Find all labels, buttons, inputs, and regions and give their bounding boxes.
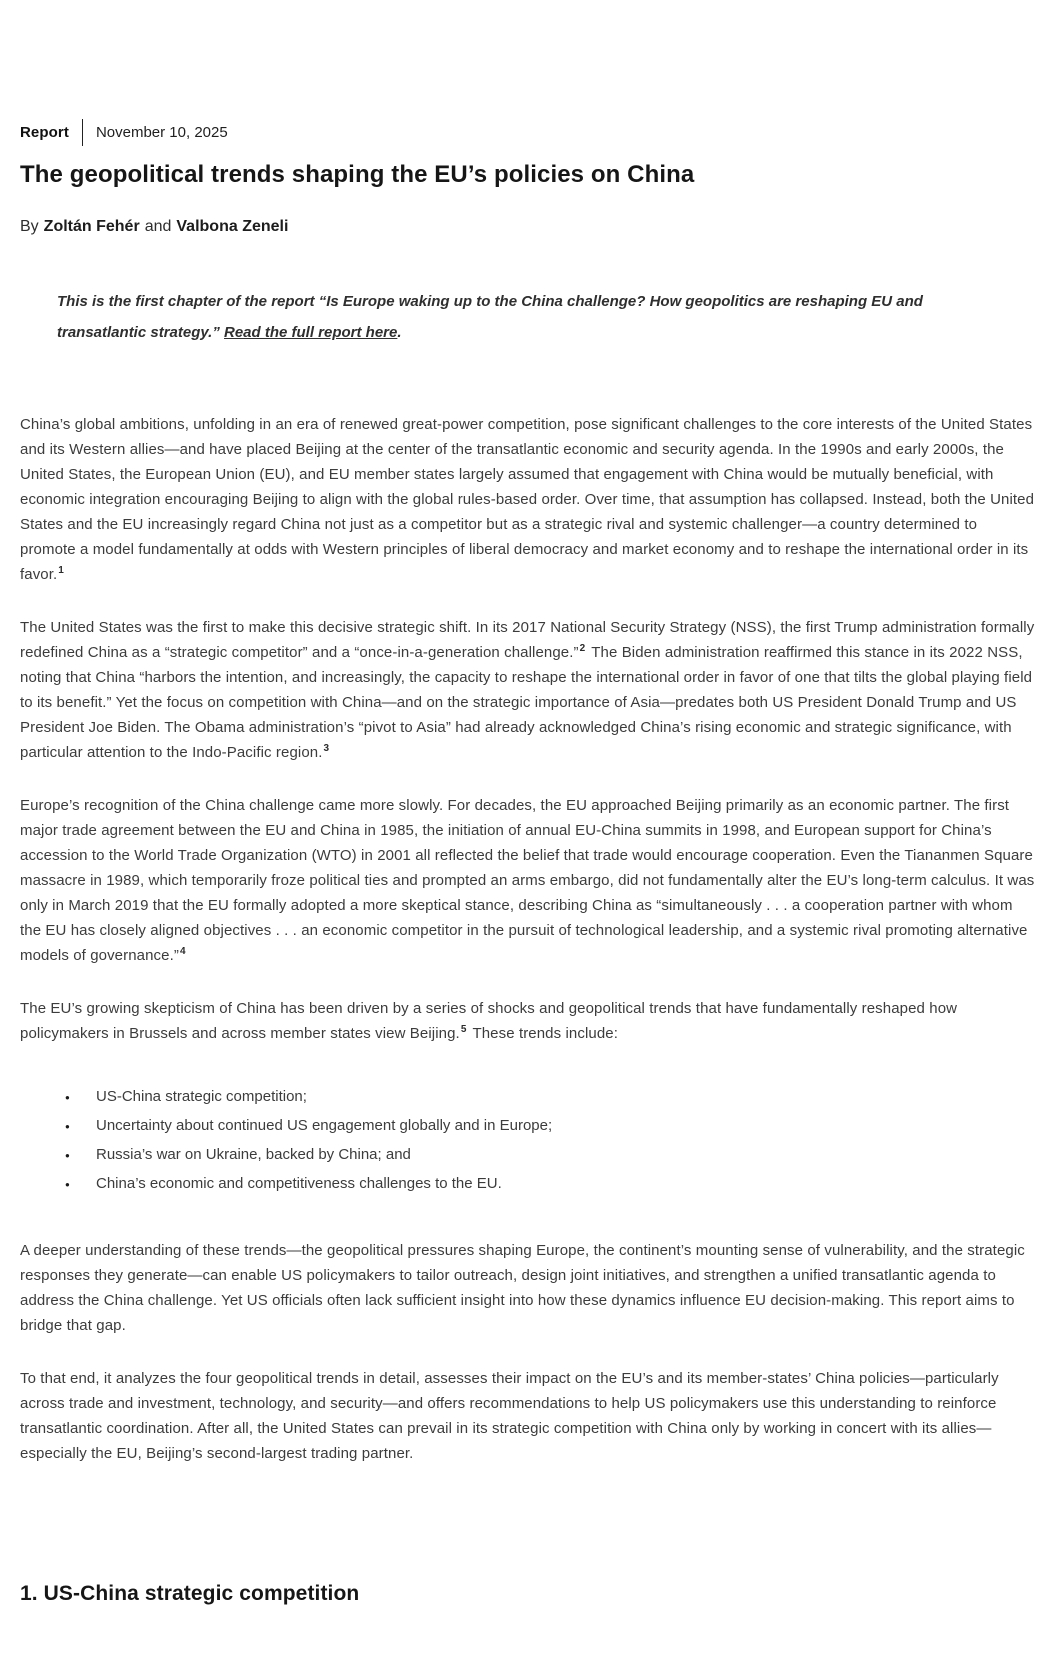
report-kicker: Report (20, 124, 69, 141)
trends-list (65, 1084, 1036, 1196)
paragraph-text: The Biden administration reaffirmed this stance in its 2022 NSS, noting that China “harbors the intention, and increasingly, the capacity to reshape the international order in favor of one that tilts the global playing field to its benefit.” Yet the focus on competition with China—and on the strategic importance of Asia—predates both US President Donald Trump and US President Joe Biden. The Obama administration’s “pivot to Asia” had already acknowledged China’s rising economic and strategic significance, with particular attention to the Indo-Pacific region. (20, 644, 1033, 761)
paragraph-text: The United States was the first to make this decisive strategic shift. In its 2017 National Security Strategy (NSS), the first Trump administration formally redefined China as a “strategic competitor” and a “once-in-a-generation challenge.” (20, 619, 1035, 661)
byline (20, 218, 1036, 236)
full-report-link[interactable]: Read the full report here (224, 324, 398, 341)
intro-note (20, 286, 940, 348)
paragraph (20, 996, 1036, 1046)
paragraph-text: China’s global ambitions, unfolding in an era of renewed great-power competition, pose significant challenges to the core interests of the United States and its Western allies—and have placed Beijing at the center of the transatlantic economic and security agenda. In the 1990s and early 2000s, the United States, the European Union (EU), and EU member states largely assumed that engagement with China would be mutually beneficial, with economic integration encouraging Beijing to align with the global rules-based order. Over time, that assumption has collapsed. Instead, both the United States and the EU increasingly regard China not just as a competitor but as a strategic rival and systemic challenger—a country determined to promote a model fundamentally at odds with Western principles of liberal democracy and market economy and to reshape the international order in its favor. (20, 416, 1035, 583)
footnote-ref[interactable]: 4 (179, 946, 186, 957)
author-link-zoltan-feher[interactable]: Zoltán Fehér (43, 218, 140, 235)
footnote-ref[interactable]: 3 (323, 743, 330, 754)
intro-text: This is the first chapter of the report “Is Europe waking up to the China challenge? How geopolitics are reshaping EU and transatlantic strategy.” (57, 293, 923, 341)
paragraph-text: Europe’s recognition of the China challenge came more slowly. For decades, the EU approached Beijing primarily as an economic partner. The first major trade agreement between the EU and China in 1985, the initiation of annual EU-China summits in 1998, and European support for China’s accession to the World Trade Organization (WTO) in 2001 all reflected the belief that trade would encourage cooperation. Even the Tiananmen Square massacre in 1989, which temporarily froze political ties and prompted an arms embargo, did not fundamentally alter the EU’s long-term calculus. It was only in March 2019 that the EU formally adopted a more skeptical stance, describing China as “simultaneously . . . a cooperation partner with whom the EU has closely aligned objectives . . . an economic competitor in the pursuit of technological leadership, and a systemic rival promoting alternative models of governance.” (20, 797, 1035, 964)
list-item: ● Russia’s war on Ukraine, backed by China; and (65, 1142, 1036, 1167)
paragraph (20, 1238, 1036, 1338)
byline-prefix: By (20, 218, 39, 235)
meta-divider (82, 119, 83, 146)
byline-connector: and (144, 218, 172, 235)
article-meta-row (20, 119, 1036, 146)
paragraph-text: To that end, it analyzes the four geopolitical trends in detail, assesses their impact on the EU’s and its member-states’ China policies—particularly across trade and investment, technology, and security—and offers recommendations to help US policymakers use this understanding to reinforce transatlantic coordination. After all, the United States can prevail in its strategic competition with China only by working in concert with its allies—especially the EU, Beijing’s second-largest trading partner. (20, 1370, 999, 1462)
paragraph-text: These trends include: (468, 1025, 618, 1042)
paragraph (20, 615, 1036, 765)
footnote-ref[interactable]: 5 (460, 1024, 467, 1035)
paragraph (20, 1366, 1036, 1466)
publish-date: November 10, 2025 (95, 124, 228, 141)
section-heading-us-china-strategic-competition: 1. US-China strategic competition (20, 1582, 360, 1605)
paragraph (20, 412, 1036, 587)
intro-suffix: . (397, 324, 402, 341)
page-title: The geopolitical trends shaping the EU’s policies on China (20, 161, 695, 188)
paragraph-text: The EU’s growing skepticism of China has been driven by a series of shocks and geopolitical trends that have fundamentally reshaped how policymakers in Brussels and across member states view Beijing. (20, 1000, 958, 1042)
paragraph (20, 793, 1036, 968)
list-item: ● China’s economic and competitiveness challenges to the EU. (65, 1171, 1036, 1196)
author-link-valbona-zeneli[interactable]: Valbona Zeneli (176, 218, 289, 235)
footnote-ref[interactable]: 2 (579, 643, 586, 654)
list-item: ● Uncertainty about continued US engagement globally and in Europe; (65, 1113, 1036, 1138)
list-item: ● US-China strategic competition; (65, 1084, 1036, 1109)
paragraph-text: A deeper understanding of these trends—the geopolitical pressures shaping Europe, the continent’s mounting sense of vulnerability, and the strategic responses they generate—can enable US policymakers to tailor outreach, design joint initiatives, and strengthen a unified transatlantic agenda to address the China challenge. Yet US officials often lack sufficient insight into how these dynamics influence EU decision-making. This report aims to bridge that gap. (20, 1242, 1025, 1334)
footnote-ref[interactable]: 1 (58, 565, 64, 576)
article-body (20, 412, 1036, 1606)
